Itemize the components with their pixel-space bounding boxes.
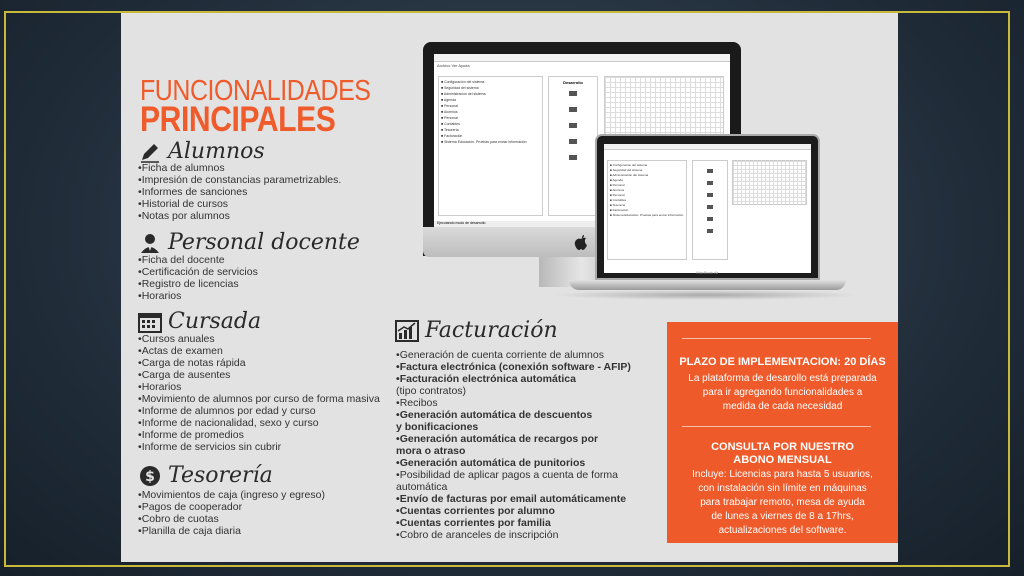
tree-item[interactable]: ■ Personal <box>610 183 625 187</box>
teacher-icon <box>138 231 162 255</box>
tree-item[interactable]: ■ Personal <box>610 193 625 197</box>
facturacion-item: • Cuentas corrientes por alumno <box>396 505 631 517</box>
tree-item[interactable]: ■ Configuración del sistema <box>441 80 485 84</box>
cursada-item: • Actas de examen <box>138 345 380 357</box>
cursada-item: • Horarios <box>138 381 380 393</box>
tree-item[interactable]: ■ Tesorería <box>441 128 459 132</box>
tree-item[interactable]: ■ Configuración del sistema <box>610 163 648 167</box>
facturacion-item: • Facturación electrónica automática <box>396 373 631 385</box>
plazo-text <box>667 372 898 414</box>
facturacion-item: • Recibos <box>396 397 631 409</box>
cursada-heading: Cursada <box>168 309 262 334</box>
cursada-item: • Informe de servicios sin cubrir <box>138 441 380 453</box>
laptop-calendar <box>732 160 807 205</box>
facturacion-heading: Facturación <box>425 318 558 343</box>
facturacion-heading-group <box>395 318 558 343</box>
facturacion-item: mora o atraso <box>396 445 466 457</box>
cursada-item: • Carga de notas rápida <box>138 357 380 369</box>
tree-item[interactable]: ■ Agenda <box>610 178 623 182</box>
tree-item[interactable]: ■ Personal <box>441 116 458 120</box>
alumnos-heading: Alumnos <box>168 139 265 164</box>
docente-item: • Certificación de servicios <box>138 266 258 278</box>
tree-item[interactable]: ■ Personal <box>441 104 458 108</box>
plazo-line: medida de cada necesidad <box>722 401 843 412</box>
dollar-icon <box>138 464 162 488</box>
plazo-line: para ir agregando funcionalidades a <box>702 387 863 398</box>
cursada-list <box>138 333 380 453</box>
tree-item[interactable]: ■ Facturación <box>610 208 629 212</box>
imac-panel <box>548 76 598 216</box>
facturacion-item: (tipo contratos) <box>396 385 467 397</box>
facturacion-item: • Envío de facturas por email automáticamente <box>396 493 631 505</box>
tree-item[interactable]: ■ Alumnos <box>441 110 458 114</box>
docente-heading: Personal docente <box>168 230 360 255</box>
imac-calendar <box>604 76 724 136</box>
docente-heading-group <box>138 230 360 255</box>
tesoreria-item: • Pagos de cooperador <box>138 501 325 513</box>
alumnos-item: • Informes de sanciones <box>138 186 341 198</box>
cursada-item: • Carga de ausentes <box>138 369 380 381</box>
consulta-text <box>667 468 898 538</box>
pricing-box <box>667 322 898 543</box>
tree-item[interactable]: ■ Contables <box>441 122 460 126</box>
consulta-line: para trabajar remoto, mesa de ayuda <box>700 497 865 508</box>
tesoreria-item: • Cobro de cuotas <box>138 513 325 525</box>
calendar-icon <box>138 310 162 334</box>
laptop-panel <box>692 160 728 260</box>
alumnos-item: • Historial de cursos <box>138 198 341 210</box>
facturacion-item: automática <box>396 481 448 493</box>
facturacion-item: y bonificaciones <box>396 421 479 433</box>
facturacion-item: • Generación automática de recargos por <box>396 433 631 445</box>
consulta-title-line: CONSULTA POR NUESTRO <box>711 441 854 453</box>
laptop-screen <box>604 144 811 273</box>
bar-chart-icon <box>395 319 419 343</box>
facturacion-item: • Generación automática de descuentos <box>396 409 631 421</box>
cursada-item: • Informe de promedios <box>138 429 380 441</box>
alumnos-list <box>138 162 341 222</box>
consulta-line: actualizaciones del software. <box>718 525 847 536</box>
alumnos-item: • Ficha de alumnos <box>138 162 341 174</box>
tree-item[interactable]: ■ Contables <box>610 198 627 202</box>
tree-item[interactable]: ■ Seguridad del sistema <box>441 86 479 90</box>
tesoreria-item: • Movimientos de caja (ingreso y egreso) <box>138 489 325 501</box>
tree-item[interactable]: ■ Agenda <box>441 98 456 102</box>
cursada-item: • Movimiento de alumnos por curso de forma masiva <box>138 393 380 405</box>
consulta-line: de lunes a viernes de 8 a 17hrs, <box>711 511 854 522</box>
consulta-line: Incluye: Licencias para hasta 5 usuarios, <box>692 469 873 480</box>
cursada-item: • Cursos anuales <box>138 333 380 345</box>
docente-item: • Ficha del docente <box>138 254 258 266</box>
alumnos-item: • Impresión de constancias parametrizables. <box>138 174 341 186</box>
laptop-base <box>569 270 846 290</box>
cursada-item: • Informe de nacionalidad, sexo y curso <box>138 417 380 429</box>
facturacion-item: • Cobro de aranceles de inscripción <box>396 529 631 541</box>
consulta-title <box>667 441 898 467</box>
tree-item[interactable]: ■ Administración del sistema <box>441 92 486 96</box>
apple-icon <box>574 235 588 251</box>
cursada-heading-group <box>138 309 261 334</box>
docente-item: • Horarios <box>138 290 258 302</box>
alumnos-heading-group <box>138 139 265 164</box>
tree-item[interactable]: ■ Alumnos <box>610 188 625 192</box>
title-line2: PRINCIPALES <box>140 100 336 139</box>
consulta-title-line: ABONO MENSUAL <box>733 454 832 466</box>
laptop-label: MacBook Air <box>696 270 719 275</box>
svg-text:$: $ <box>145 468 155 485</box>
docente-item: • Registro de licencias <box>138 278 258 290</box>
slide <box>121 13 898 562</box>
facturacion-item: • Factura electrónica (conexión software - AFIP) <box>396 361 631 373</box>
laptop-tree <box>607 160 687 260</box>
cursada-item: • Informe de alumnos por edad y curso <box>138 405 380 417</box>
plazo-line: La plataforma de desarollo está preparada <box>688 373 877 384</box>
tesoreria-list <box>138 489 325 537</box>
tree-item[interactable]: ■ Facturación <box>441 134 463 138</box>
title-line1: FUNCIONALIDADES <box>140 75 371 107</box>
plazo-title: PLAZO DE IMPLEMENTACION: 20 DÍAS <box>679 356 886 368</box>
tree-item[interactable]: ■ Seguridad del sistema <box>610 168 643 172</box>
pencil-icon <box>138 140 162 164</box>
tesoreria-heading: Tesorería <box>168 463 273 488</box>
facturacion-item: • Posibilidad de aplicar pagos a cuenta de forma <box>396 469 631 481</box>
tree-item[interactable]: ■ Sistema Educación. Pruebas para enviar información <box>441 140 527 144</box>
box-rule-top <box>682 338 871 339</box>
imac-status: Ejecutando modo de desarrollo <box>434 221 730 227</box>
tesoreria-item: • Planilla de caja diaria <box>138 525 325 537</box>
facturacion-list <box>396 349 631 541</box>
shadow <box>551 290 861 300</box>
box-rule-middle <box>682 426 871 427</box>
alumnos-item: • Notas por alumnos <box>138 210 341 222</box>
facturacion-item: • Cuentas corrientes por familia <box>396 517 631 529</box>
docente-list <box>138 254 258 302</box>
consulta-line: con instalación sin límite en máquinas <box>698 483 867 494</box>
tree-item[interactable]: ■ Administración del sistema <box>610 173 649 177</box>
tree-item[interactable]: ■ Sistema Educación. Pruebas para enviar información <box>610 213 684 217</box>
facturacion-item: • Generación automática de punitorios <box>396 457 631 469</box>
imac-tree <box>438 76 543 216</box>
imac-panel-title: Desarrollo <box>563 80 583 85</box>
imac-menu: Archivo Ver Ayuda <box>437 63 470 68</box>
facturacion-item: • Generación de cuenta corriente de alumnos <box>396 349 631 361</box>
tesoreria-heading-group <box>138 463 273 488</box>
tree-item[interactable]: ■ Tesorería <box>610 203 626 207</box>
